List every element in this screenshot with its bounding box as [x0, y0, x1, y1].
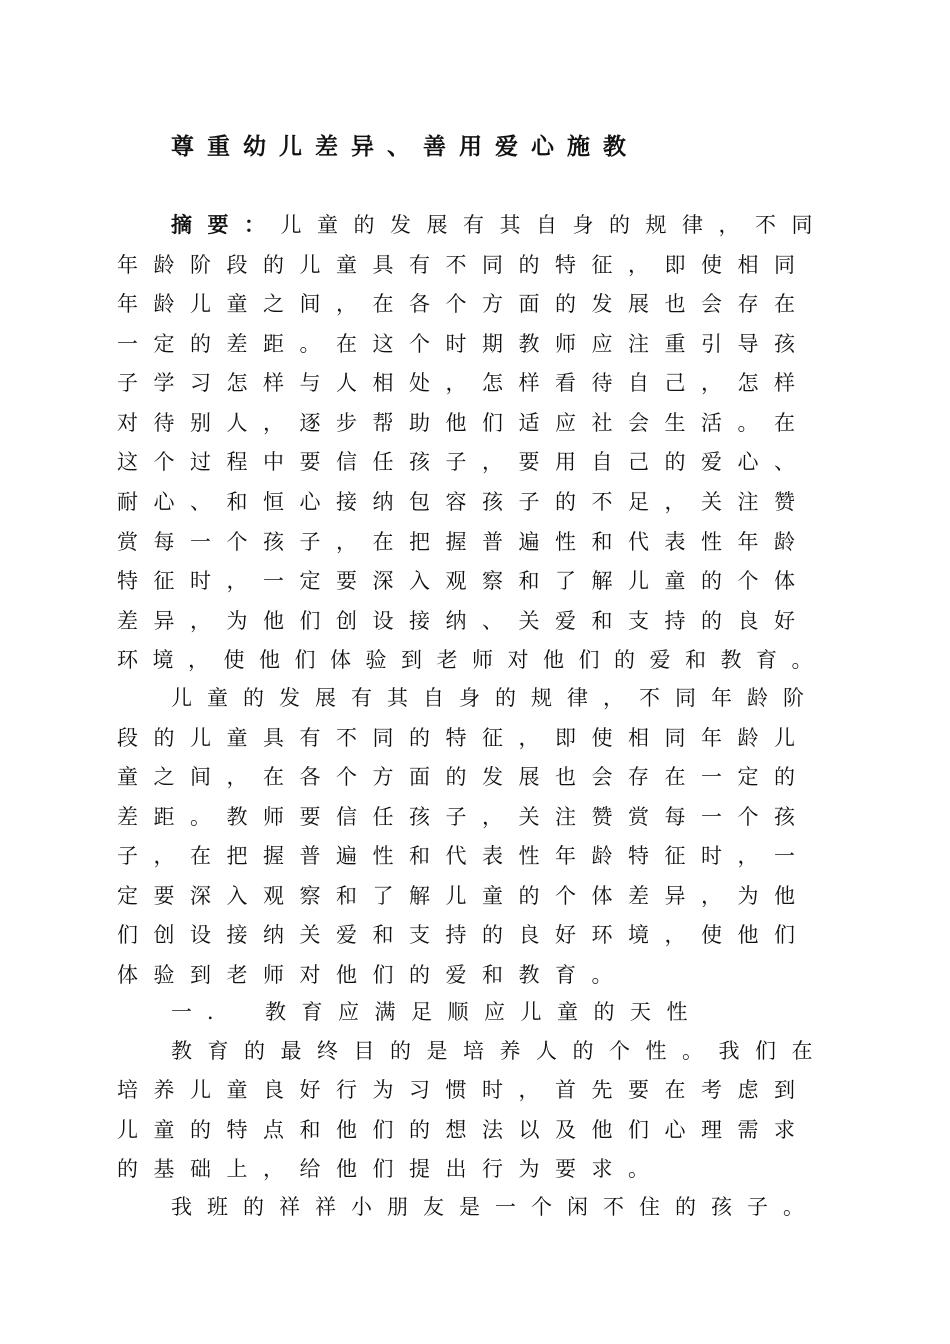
intro-line: 子，在把握普遍性和代表性年龄特征时，一: [117, 844, 811, 868]
abstract-line: 这个过程中要信任孩子，要用自己的爱心、: [117, 450, 811, 474]
abstract-first-text: 儿童的发展有其自身的规律，不同: [280, 213, 828, 237]
abstract-line: 一定的差距。在这个时期教师应注重引导孩: [117, 332, 811, 356]
paragraph-first-line: 教育的最终目的是培养人的个性。我们在: [171, 1039, 828, 1063]
intro-line: 童之间，在各个方面的发展也会存在一定的: [117, 765, 811, 789]
abstract-line: 特征时，一定要深入观察和了解儿童的个体: [117, 569, 811, 593]
abstract-line: 赏每一个孩子，在把握普遍性和代表性年龄: [117, 530, 811, 554]
abstract-first-line: [171, 211, 891, 239]
intro-first-line: 儿童的发展有其自身的规律，不同年龄阶: [171, 686, 819, 710]
section-heading-text: 教育应满足顺应儿童的天性: [265, 1000, 703, 1024]
abstract-line: 年龄儿童之间，在各个方面的发展也会存在: [117, 292, 811, 316]
section-heading: [171, 998, 891, 1026]
paragraph-line: 的基础上，给他们提出行为要求。: [117, 1157, 665, 1181]
abstract-line: 年龄阶段的儿童具有不同的特征，即使相同: [117, 253, 811, 277]
abstract-line: 环境，使他们体验到老师对他们的爱和教育。: [117, 648, 827, 672]
abstract-line: 耐心、和恒心接纳包容孩子的不足，关注赞: [117, 490, 811, 514]
intro-line: 体验到老师对他们的爱和教育。: [117, 963, 628, 987]
intro-line: 们创设接纳关爱和支持的良好环境，使他们: [117, 923, 811, 947]
document-title: 尊重幼儿差异、善用爱心施教: [171, 133, 639, 160]
abstract-line: 差异，为他们创设接纳、关爱和支持的良好: [117, 609, 811, 633]
paragraph-line: 儿童的特点和他们的想法以及他们心理需求: [117, 1118, 811, 1142]
abstract-line: 子学习怎样与人相处，怎样看待自己，怎样: [117, 371, 811, 395]
paragraph-line: 培养儿童良好行为习惯时，首先要在考虑到: [117, 1078, 811, 1102]
abstract-line: 对待别人，逐步帮助他们适应社会生活。在: [117, 411, 811, 435]
intro-line: 差距。教师要信任孩子，关注赞赏每一个孩: [117, 805, 811, 829]
section-number: 一．: [171, 1000, 243, 1024]
paragraph-first-line: 我班的祥祥小朋友是一个闲不住的孩子。: [171, 1195, 819, 1219]
intro-line: 段的儿童具有不同的特征，即使相同年龄儿: [117, 726, 811, 750]
abstract-label: 摘要：: [171, 212, 281, 237]
intro-line: 定要深入观察和了解儿童的个体差异，为他: [117, 884, 811, 908]
